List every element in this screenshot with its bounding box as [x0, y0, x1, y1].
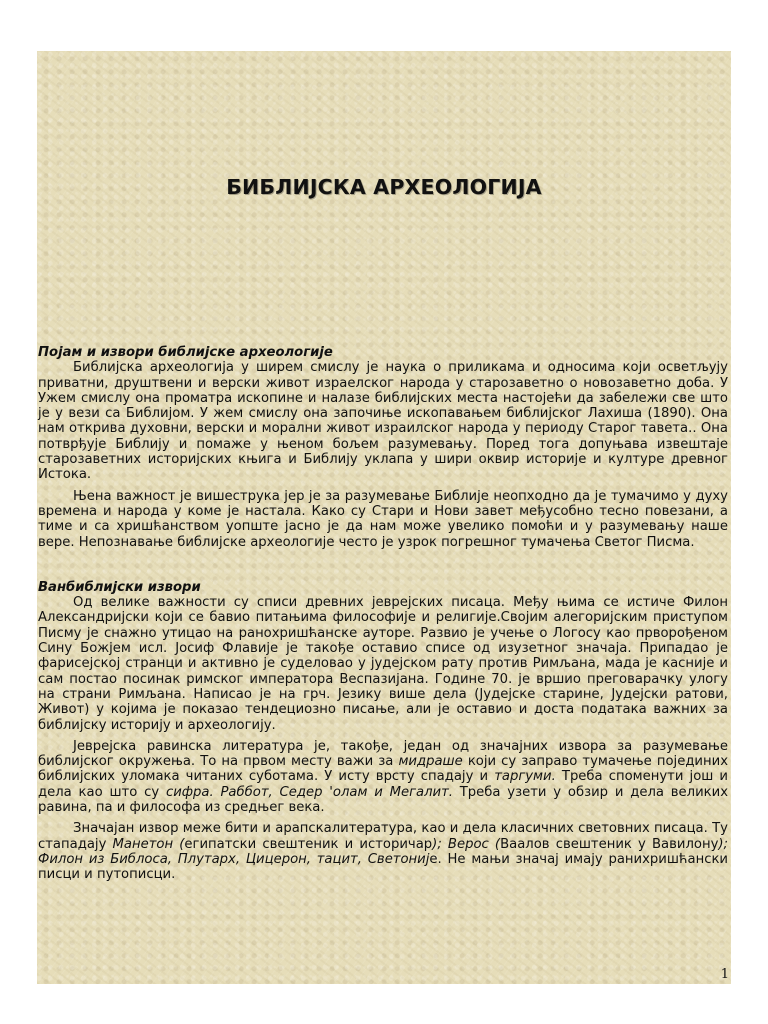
paragraph-text: Ваалов свештеник у Вавилону	[500, 836, 719, 852]
paragraph-text: Значајан извор меже бити и арапскалитература, као и дела класичних световних писаца. Ту стападају	[38, 821, 728, 852]
document-title: БИБЛИЈСКА АРХЕОЛОГИЈА	[226, 175, 542, 199]
paragraph-text: египатски свештеник и историчар	[184, 836, 433, 852]
paragraph-text: е. Не мањи значај имају ранихришћански писци и путописци.	[38, 851, 728, 883]
italic-term: ); Верос (	[432, 836, 501, 852]
paragraph	[38, 821, 728, 882]
section-heading-sources: Ванбиблијски извори	[38, 579, 201, 595]
paragraph: Од велике важности су списи древних јеврејских писаца. Међу њима се истиче Филон Александријски који се бавио питањима философије и религије.Својим алегоријским приступом Писму је снажно утицао на ранохришћанске ауторе. Развио је учење о Логосу као прворођеном Сину Божјем исл. Јосиф Флавије је такође оставио списе од изузетног значаја. Припадао је фарисејској странци и активно је суделовао у јудејском рату против Римљана, мада је касније и сам постао посинак римског императора Веспазијана. Године 70. је вршио преговарачку улогу на страни Римљана. Написао је на грч. Језику више дела (Јудејске старине, Јудејски ратови, Живот) у којима је показао тендециозно писање, али је оставио и доста података важних за библијску историју и археологију.	[38, 595, 728, 733]
paragraph: Њена важност је вишеструка јер је за разумевање Библије неопходно да је тумачимо у духу времена и народа у коме је настала. Како су Стари и Нови завет међусобно тесно повезани, а тиме и са хришћанством уопште јасно је да нам може увелико помоћи и у разумевању наше вере. Непознавање библијске археологије често је узрок погрешног тумачења Светог Писма.	[38, 488, 728, 550]
document-page	[37, 51, 731, 984]
paragraph-text: Јеврејска равинска литература је, такође, један од значајних извора за разумевање библијског окружења. То на првом месту важи за	[38, 738, 728, 770]
paragraph	[38, 739, 728, 815]
italic-term: мидраше	[398, 754, 463, 770]
page-number: 1	[720, 967, 729, 982]
paragraph: Библијска археологија у ширем смислу је наука о приликама и односима који осветљују приватни, друштвени и верски живот израелског народа у старозаветно о новозаветно доба. У Ужем смислу она проматра ископине и налазе библијских места настојећи да забележи све што је у вези са Библијом. У жем смислу она започиње ископавањем библијског Лахиша (1890). Она нам открива духовни, верски и морални живот израилског народа у периоду Старог тавета.. Она потврђује Библију и помаже у њеном бољем разумевању. Поред тога допуњава извештаје старозаветних историјских књига и Библију уклапа у шири оквир историје и културе древног Истока.	[38, 360, 728, 483]
document-body	[38, 345, 728, 883]
paragraph-text: Треба узети у обзир и дела великих равина, па и философа из средњег века.	[38, 784, 728, 816]
paragraph-text: који су заправо тумачење појединих библијских уломака читаних суботама. У исту врсту спадају и	[38, 754, 728, 785]
italic-term: ); Филон из Библоса, Плутарх, Цицерон, тацит, Светониј	[38, 836, 728, 867]
italic-term: сифра. Раббот, Седер 'олам и Мегалит.	[165, 784, 453, 800]
italic-term: таргуми.	[494, 769, 556, 785]
section-heading-concept: Појам и извори библијске археологије	[38, 345, 333, 360]
paragraph-text: Треба споменути још и дела као што су	[38, 769, 728, 800]
italic-term: Манетон (	[112, 836, 185, 852]
